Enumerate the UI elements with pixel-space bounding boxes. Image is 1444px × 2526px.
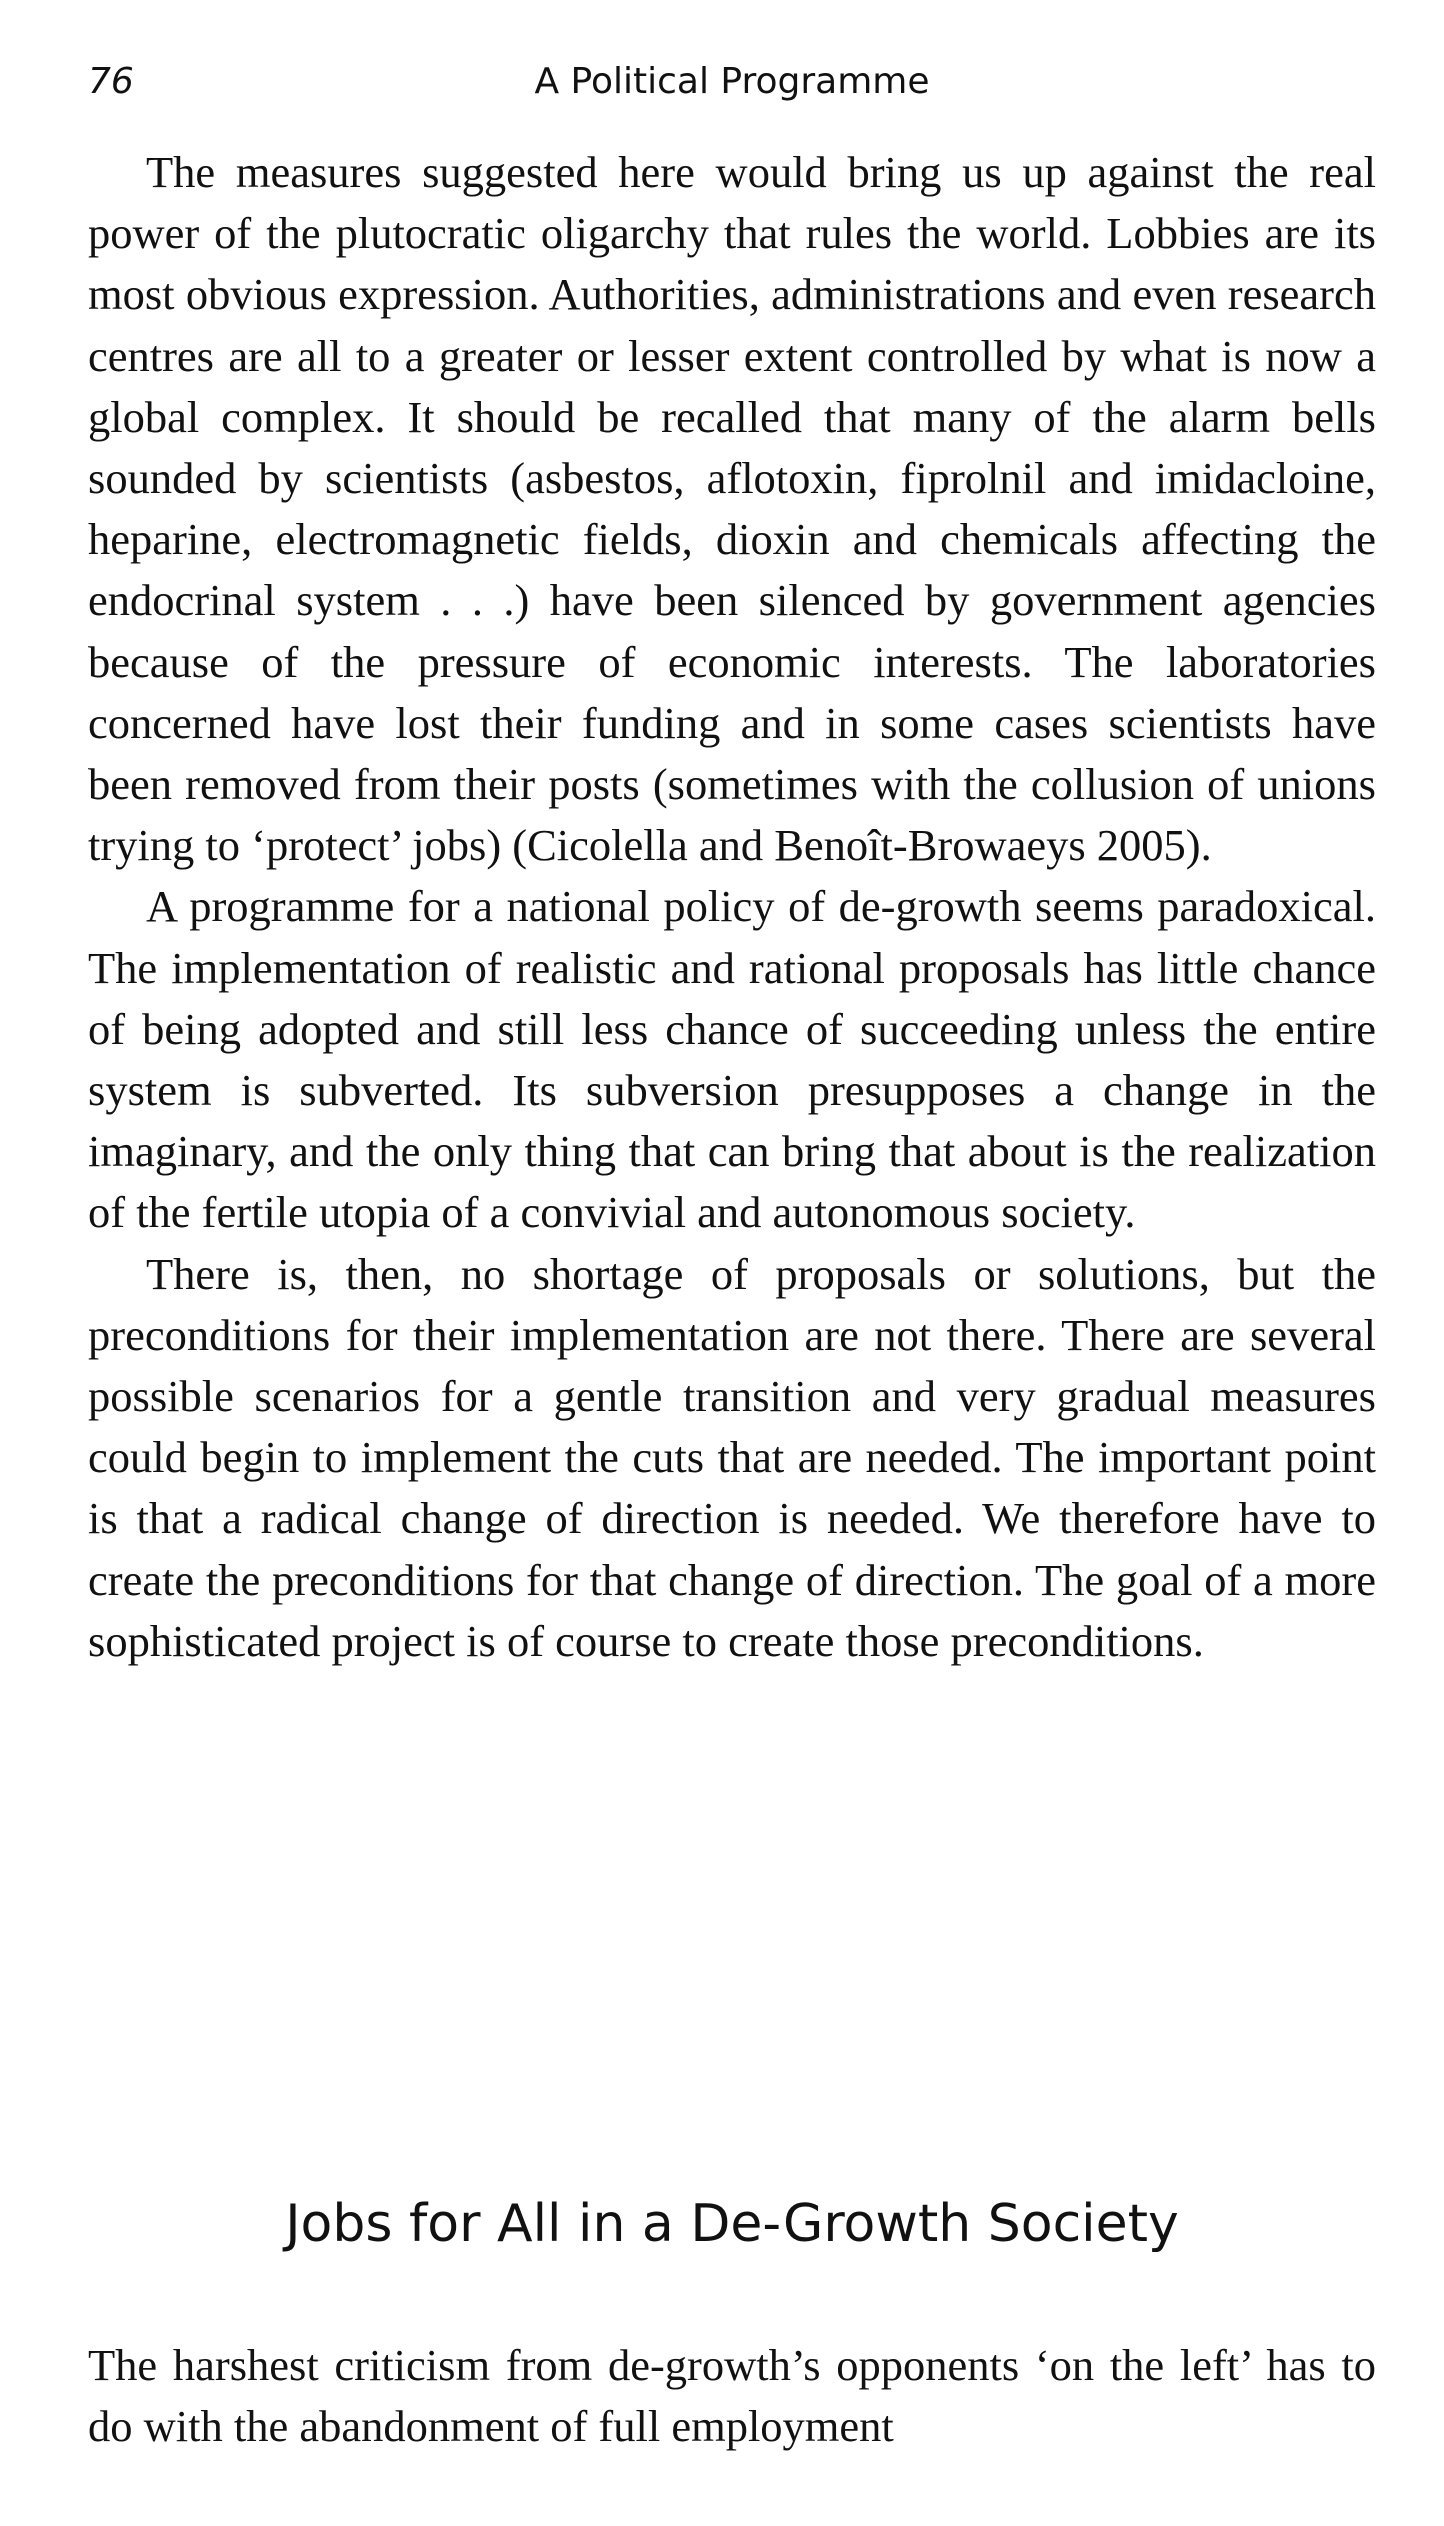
page-number: 76 [88,61,134,102]
section-text [88,2335,1376,2457]
running-title: A Political Programme [534,61,930,102]
paragraph: There is, then, no shortage of proposals or solutions, but the preconditions for their implementation are not there. There are several possible scenarios for a gentle transition and very gradual measures could begin to implement the cuts that are needed. The important point is that a radical change of direction is needed. We therefore have to create the preconditions for that change of direction. The goal of a more sophisticated project is of course to create those preconditions. [88,1248,1376,1666]
paragraph: The measures suggested here would bring us up against the real power of the plutocratic oligarchy that rules the world. Lobbies are its most obvious expression. Authorities, administrations and even research centres are all to a greater or lesser extent controlled by what is now a global complex. It should be recalled that many of the alarm bells sounded by scientists (asbestos, aflotoxin, fiprolnil and imidacloine, heparine, electromagnetic fields, dioxin and chemicals affecting the endocrinal system . . .) have been silenced by government agencies because of the pressure of economic interests. The laboratories concerned have lost their funding and in some cases scientists have been removed from their posts (sometimes with the collusion of unions trying to ‘protect’ jobs) (Cicolella and Benoît-Browaeys 2005). [88,147,1376,871]
main-text [88,142,1376,1672]
section-heading: Jobs for All in a De-Growth Society [285,2194,1179,2254]
running-head [88,52,1376,112]
paragraph: The harshest criticism from de-growth’s opponents ‘on the left’ has to do with the abandonment of full employment [88,2340,1376,2452]
paragraph: A programme for a national policy of de-growth seems paradoxical. The implementation of realistic and rational proposals has little chance of being adopted and still less chance of succeeding unless the entire system is subverted. Its subversion presupposes a change in the imaginary, and the only thing that can bring that about is the realization of the fertile utopia of a convivial and autonomous society. [88,881,1376,1238]
